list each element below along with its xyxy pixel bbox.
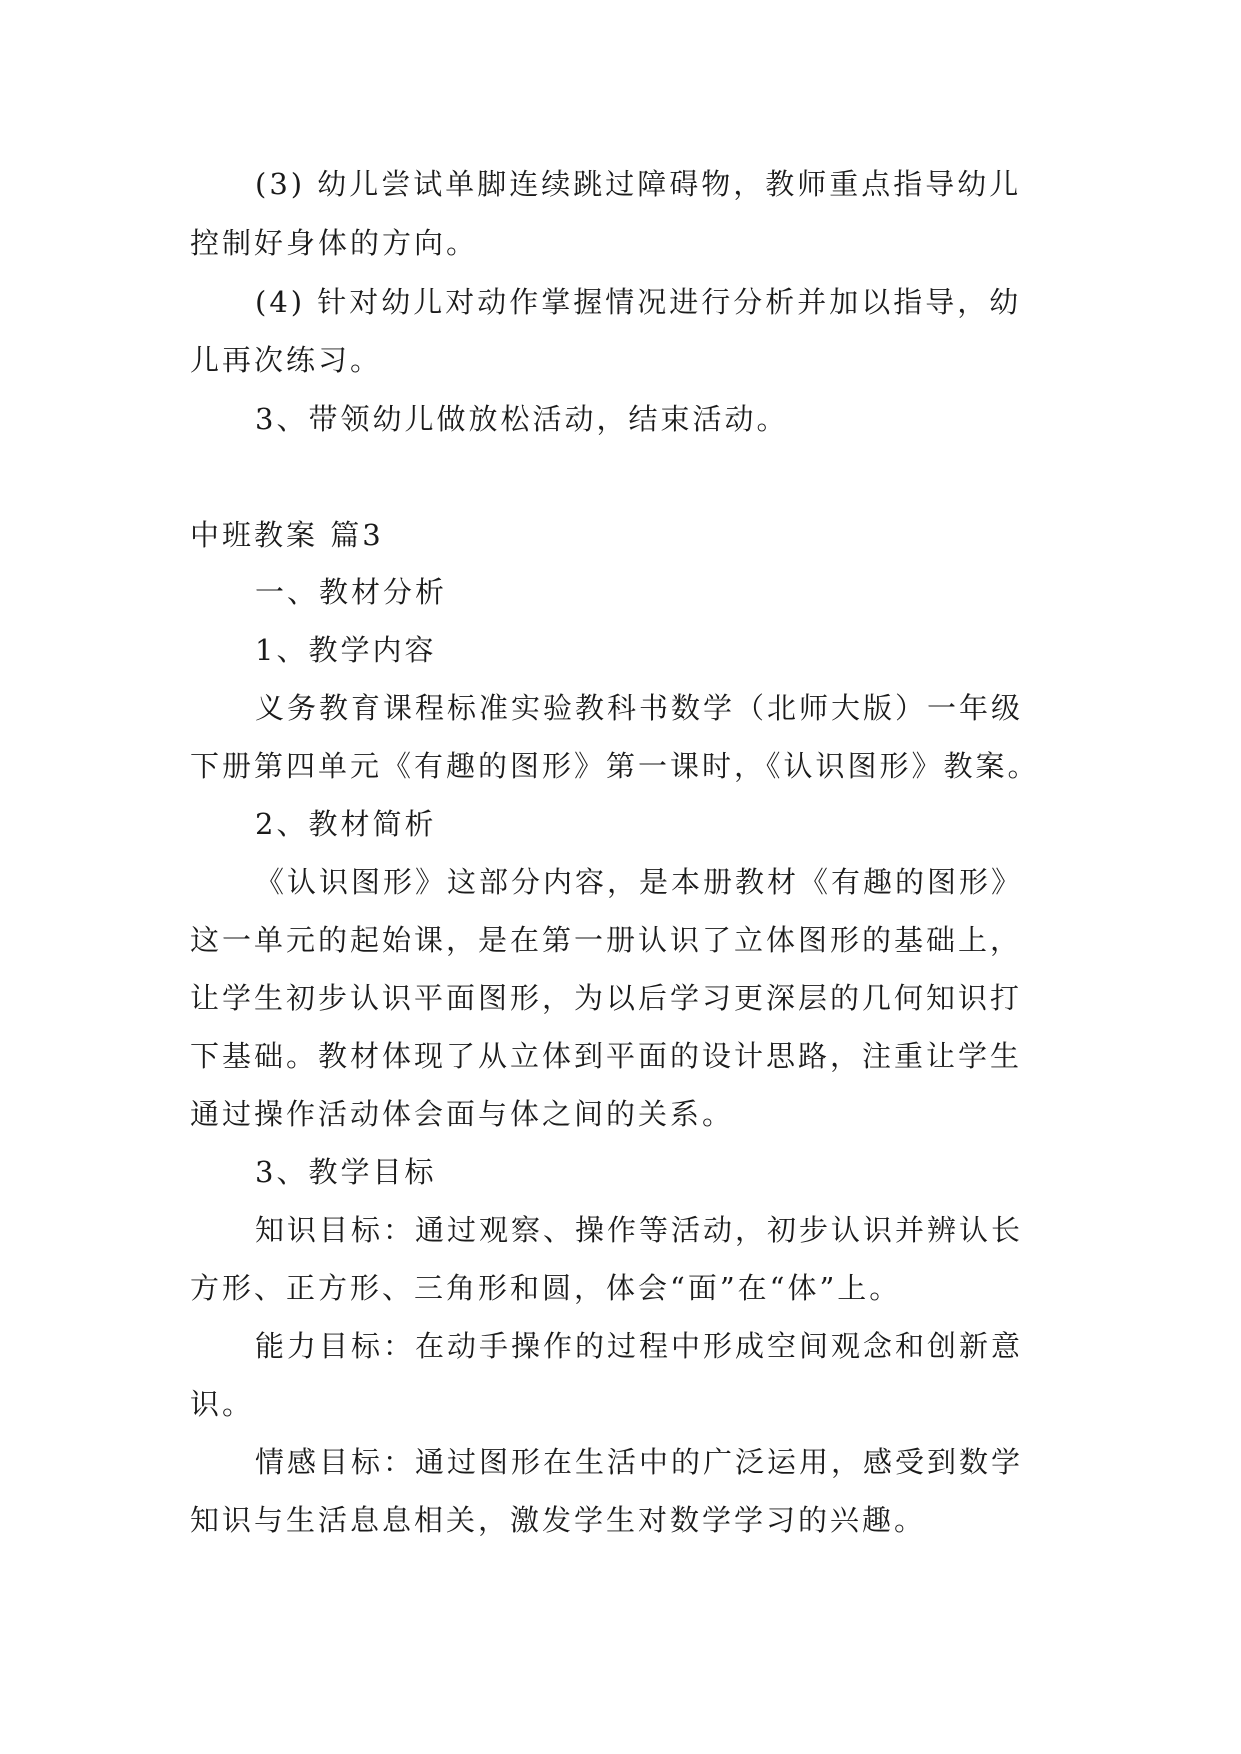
paragraph-brief-line-4: 下基础。教材体现了从立体到平面的设计思路，注重让学生 <box>190 1039 1023 1073</box>
paragraph-brief-line-1: 《认识图形》这部分内容，是本册教材《有趣的图形》 <box>255 865 1024 899</box>
paragraph-brief-line-3: 让学生初步认识平面图形，为以后学习更深层的几何知识打 <box>190 981 1023 1015</box>
section-title: 中班教案 篇3 <box>190 518 384 552</box>
paragraph-emotion-goal-line-2: 知识与生活息息相关，激发学生对数学学习的兴趣。 <box>190 1503 927 1537</box>
paragraph-knowledge-goal-line-2: 方形、正方形、三角形和圆，体会“面”在“体”上。 <box>190 1271 902 1305</box>
heading-teaching-goals: 3、教学目标 <box>255 1155 437 1189</box>
paragraph-emotion-goal-line-1: 情感目标：通过图形在生活中的广泛运用，感受到数学 <box>255 1445 1024 1479</box>
paragraph-content-line-1: 义务教育课程标准实验教科书数学（北师大版）一年级 <box>255 691 1024 725</box>
paragraph-step-4-line-1: (4) 针对幼儿对动作掌握情况进行分析并加以指导，幼 <box>255 285 1022 319</box>
paragraph-ability-goal-line-2: 识。 <box>190 1387 255 1421</box>
paragraph-relax-activity: 3、带领幼儿做放松活动，结束活动。 <box>255 402 789 436</box>
paragraph-ability-goal-line-1: 能力目标：在动手操作的过程中形成空间观念和创新意 <box>255 1329 1024 1363</box>
paragraph-knowledge-goal-line-1: 知识目标：通过观察、操作等活动，初步认识并辨认长 <box>255 1213 1024 1247</box>
paragraph-step-3-line-2: 控制好身体的方向。 <box>190 226 479 260</box>
heading-material-brief: 2、教材简析 <box>255 807 437 841</box>
paragraph-step-3-line-1: (3) 幼儿尝试单脚连续跳过障碍物，教师重点指导幼儿 <box>255 167 1022 201</box>
paragraph-brief-line-2: 这一单元的起始课，是在第一册认识了立体图形的基础上， <box>190 923 1023 957</box>
paragraph-step-4-line-2: 儿再次练习。 <box>190 343 383 377</box>
paragraph-brief-line-5: 通过操作活动体会面与体之间的关系。 <box>190 1097 735 1131</box>
heading-teaching-content: 1、教学内容 <box>255 633 437 667</box>
heading-material-analysis: 一、教材分析 <box>255 575 448 609</box>
paragraph-content-line-2: 下册第四单元《有趣的图形》第一课时，《认识图形》教案。 <box>190 749 1040 783</box>
